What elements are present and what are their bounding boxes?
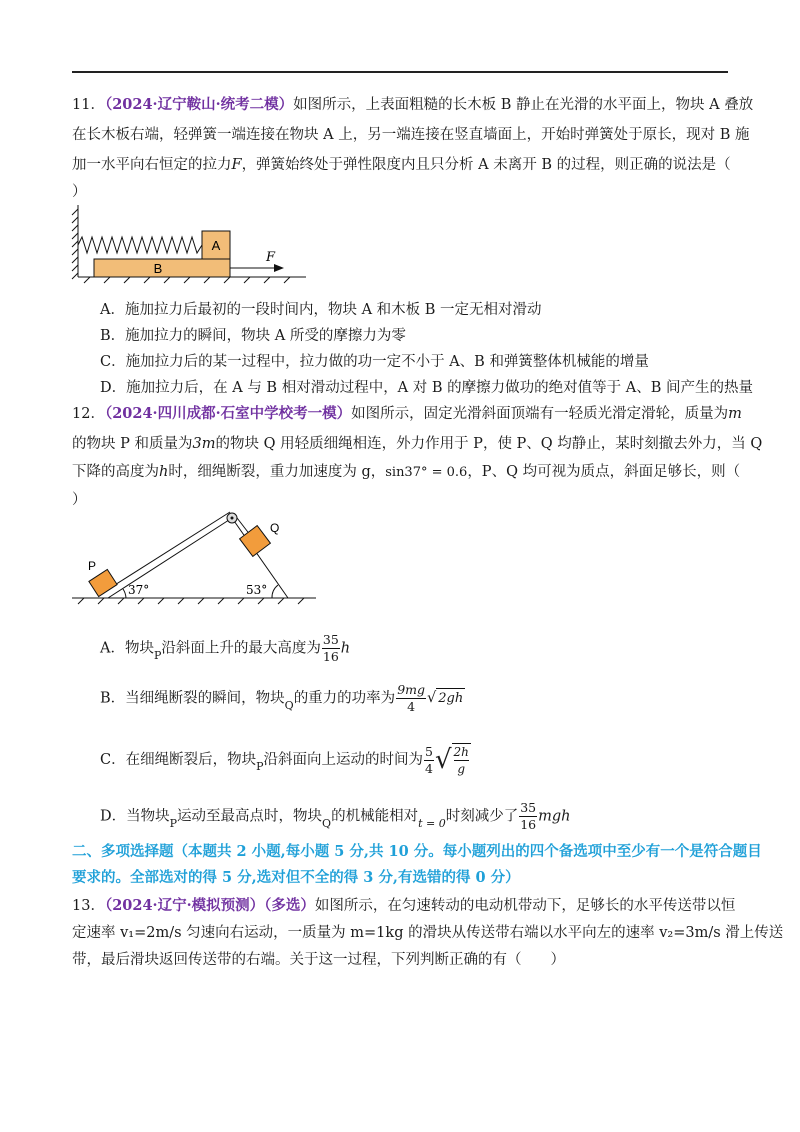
floor-hatch xyxy=(78,277,306,283)
q12-c-rad-den: g xyxy=(457,762,466,776)
q11-number: 11． xyxy=(72,97,105,113)
block-a-label: A xyxy=(211,238,221,253)
q11-source: （2024·辽宁鞍山·统考二模） xyxy=(104,96,294,113)
q12-b-sub: Q xyxy=(284,698,294,712)
q11-line-1 xyxy=(72,95,754,115)
q13-tag: （多选） xyxy=(264,897,315,914)
q12-a-den: 16 xyxy=(322,649,339,664)
q11-text-3a: 加一水平向右恒定的拉力 xyxy=(72,157,232,173)
block-q-label: Q xyxy=(270,521,280,535)
q12-b-num: 9mg xyxy=(397,682,425,697)
q12-c-rad-frac xyxy=(452,743,471,777)
q11-figure xyxy=(70,205,310,285)
q12-b-frac xyxy=(396,682,426,715)
q12-a-sub: P xyxy=(153,648,162,662)
q12-line-1 xyxy=(72,404,742,424)
q11-option-d[interactable]: D．施加拉力后，在 A 与 B 相对滑动过程中，A 对 B 的摩擦力做功的绝对值等于 A、B 间产生的热量 xyxy=(100,380,753,396)
q12-option-a[interactable] xyxy=(100,632,350,665)
q12-d-den: 16 xyxy=(520,817,537,832)
q12-a-num: 35 xyxy=(322,632,339,647)
q12-d-sub2: Q xyxy=(322,816,332,830)
q12-text-1: 如图所示，固定光滑斜面顶端有一轻质光滑定滑轮，质量为 xyxy=(351,406,729,422)
pulley-axle xyxy=(231,517,234,520)
q12-c-rad-num: 2h xyxy=(453,745,469,759)
q12-text-3b: 时，细绳断裂，重力加速度为 g， xyxy=(168,464,386,480)
header-rule xyxy=(72,71,728,73)
q12-d-sub: P xyxy=(169,816,178,830)
angle-left-label: 37° xyxy=(128,583,150,597)
q12-d-mid: 运动至最高点时，物块 xyxy=(177,808,323,825)
q12-c-mid: 沿斜面向上运动的时间为 xyxy=(263,752,423,768)
q12-c-frac xyxy=(424,744,434,777)
q12-option-d[interactable] xyxy=(100,800,571,833)
q13-text-1: 如图所示，在匀速转动的电动机带动下，足够长的水平传送带以恒 xyxy=(314,898,736,914)
q12-b-mid: 的重力的功率为 xyxy=(293,690,396,707)
q12-option-c[interactable] xyxy=(100,743,471,777)
q12-a-mid: 沿斜面上升的最大高度为 xyxy=(161,640,321,657)
rope-left xyxy=(110,512,230,588)
angle-right-label: 53° xyxy=(246,583,268,597)
q12-line-3 xyxy=(72,462,741,483)
q12-d-num: 35 xyxy=(520,800,537,815)
q12-text-3c: ，P、Q 均可视为质点，斜面足够长，则（ xyxy=(467,464,741,480)
q12-d-post: 时刻减少了 xyxy=(445,808,519,825)
force-arrow-head xyxy=(274,264,284,272)
q12-c-den: 4 xyxy=(425,760,433,776)
section-2-heading-line-2: 要求的。全部选对的得 5 分,选对但不全的得 3 分,有选错的得 0 分） xyxy=(72,869,520,886)
q12-c-sub: P xyxy=(256,760,264,773)
q12-source: （2024·四川成都·石室中学校考一模） xyxy=(104,405,352,422)
q12-sin-eq: sin37° = 0.6 xyxy=(385,465,468,480)
q13-line-2: 定速率 v₁=2m/s 匀速向右运动，一质量为 m=1kg 的滑块从传送带右端以水平向左的速率 v₂=3m/s 滑上传送 xyxy=(72,925,784,941)
q12-line-2 xyxy=(72,434,763,454)
q11-option-c[interactable]: C．施加拉力后的某一过程中，拉力做的功一定不小于 A、B 和弹簧整体机械能的增量 xyxy=(100,354,649,370)
q12-d-eq: t = 0 xyxy=(418,816,446,830)
angle-arc-right xyxy=(272,585,278,598)
q12-b-rad: 2gh xyxy=(436,688,465,709)
q13-number: 13． xyxy=(72,898,105,914)
q12-a-var: h xyxy=(340,640,351,657)
wall-hatch xyxy=(72,205,78,279)
q12-a-frac xyxy=(322,632,340,665)
q12-a-text: A．物块 xyxy=(100,640,154,657)
q12-d-var: mgh xyxy=(538,808,571,825)
q12-c-num: 5 xyxy=(425,743,433,759)
q11-text-1: 如图所示，上表面粗糙的长木板 B 静止在光滑的水平面上，物块 A 叠放 xyxy=(293,97,754,113)
q12-option-b[interactable] xyxy=(100,682,465,715)
angle-arc-left xyxy=(123,589,126,598)
q12-b-den: 4 xyxy=(407,699,416,714)
q11-text-3b: ，弹簧始终处于弹性限度内且只分析 A 未离开 B 的过程，则正确的说法是（ xyxy=(241,157,731,173)
q12-number: 12． xyxy=(72,406,105,422)
q11-line-2: 在长木板右端，轻弹簧一端连接在物块 A 上，另一端连接在竖直墙面上，开始时弹簧处于原长，现对 B 施 xyxy=(72,127,750,143)
spring xyxy=(78,237,202,253)
q12-text-3a: 下降的高度为 xyxy=(72,464,159,480)
q11-var-f: F xyxy=(231,157,242,173)
q12-var-3m: 3m xyxy=(192,436,216,452)
q12-d-frac xyxy=(519,800,537,833)
q11-option-a[interactable]: A．施加拉力后最初的一段时间内，物块 A 和木板 B 一定无相对滑动 xyxy=(100,302,542,318)
q12-figure xyxy=(70,508,320,608)
q11-option-b[interactable]: B．施加拉力的瞬间，物块 A 所受的摩擦力为零 xyxy=(100,328,406,344)
block-p-label: P xyxy=(88,559,97,573)
q13-source: （2024·辽宁·模拟预测） xyxy=(104,897,265,914)
force-label: F xyxy=(266,250,276,265)
q12-text-2b: 的物块 Q 用轻质细绳相连，外力作用于 P，使 P、Q 均静止，某时刻撤去外力，当 Q xyxy=(215,436,763,452)
q12-var-h: h xyxy=(159,464,169,480)
q12-c-text: C．在细绳断裂后，物块 xyxy=(100,752,257,768)
q12-text-2a: 的物块 P 和质量为 xyxy=(72,436,193,452)
q12-var-m: m xyxy=(728,406,742,422)
q13-line-1 xyxy=(72,896,736,916)
section-2-heading-line-1: 二、多项选择题（本题共 2 小题,每小题 5 分,共 10 分。每小题列出的四个备选项中至少有一个是符合题目 xyxy=(72,843,762,860)
ground-hatch xyxy=(72,598,316,604)
q12-line-4: ） xyxy=(72,492,87,508)
q12-b-text: B．当细绳断裂的瞬间，物块 xyxy=(100,690,285,707)
block-p xyxy=(89,569,117,596)
board-b-label: B xyxy=(153,261,163,276)
q11-line-3 xyxy=(72,155,732,175)
q11-line-4: ） xyxy=(72,184,87,200)
q13-line-3: 带，最后滑块返回传送带的右端。关于这一过程，下列判断正确的有（ ） xyxy=(72,952,565,968)
block-q xyxy=(240,526,271,557)
q12-d-mid2: 的机械能相对 xyxy=(331,808,419,825)
q12-c-sqrt: √ $\frac{2h}{g}$ xyxy=(434,745,469,776)
q12-b-sqrt: √ 2gh xyxy=(427,688,465,709)
q12-d-text: D．当物块 xyxy=(100,808,170,825)
